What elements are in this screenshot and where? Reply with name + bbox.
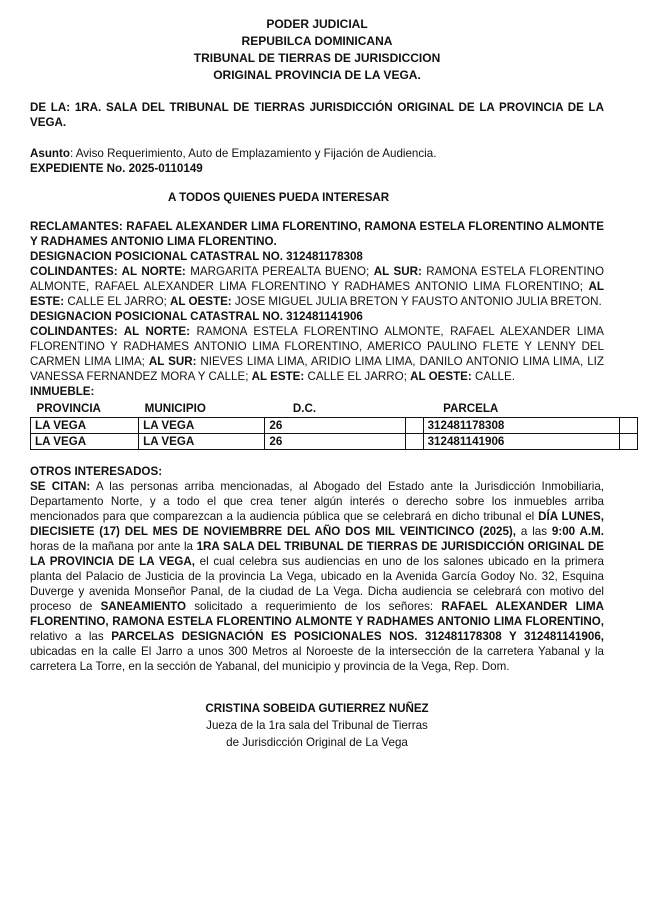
header-line-4: ORIGINAL PROVINCIA DE LA VEGA. bbox=[213, 68, 421, 82]
signer-title-line-1: Jueza de la 1ra sala del Tribunal de Tierras bbox=[206, 719, 428, 732]
se-citan-proceso: SANEAMIENTO bbox=[100, 600, 187, 613]
se-citan-text-7: ubicadas en la calle El Jarro a unos 300 Metros al Noroeste de la intersección de la carretera Yabanal y la carretera La Torre, en la sección de Yabanal, del municipio y provincia de la Vega, Rep. Dom. bbox=[30, 645, 604, 673]
otros-interesados-heading: OTROS INTERESADOS: bbox=[30, 465, 163, 478]
signature-block bbox=[30, 700, 604, 751]
col-header-blank bbox=[405, 401, 423, 418]
colindantes-1-este: CALLE EL JARRO; bbox=[64, 295, 171, 308]
col-header-parcela: PARCELA bbox=[423, 401, 619, 418]
cell-municipio: LA VEGA bbox=[139, 434, 265, 450]
de-la-text: : 1RA. SALA DEL TRIBUNAL DE TIERRAS JURISDICCIÓN ORIGINAL DE LA PROVINCIA DE LA VEGA. bbox=[30, 101, 605, 129]
cell-dc: 26 bbox=[265, 434, 405, 450]
asunto-paragraph bbox=[30, 146, 604, 161]
se-citan-label: SE CITAN: bbox=[30, 480, 91, 493]
se-citan-text-2: a las bbox=[516, 525, 552, 538]
se-citan-text-6: relativo a las bbox=[30, 630, 112, 643]
cell-blank bbox=[405, 418, 423, 434]
document-page bbox=[30, 16, 604, 751]
signer-name: CRISTINA SOBEIDA GUTIERREZ NUÑEZ bbox=[205, 702, 429, 715]
designacion-1: DESIGNACION POSICIONAL CATASTRAL NO. 312481178308 bbox=[30, 250, 363, 263]
signer-title-line-2: de Jurisdicción Original de La Vega bbox=[226, 736, 408, 749]
cell-parcela: 312481178308 bbox=[423, 418, 619, 434]
colindantes-1-sur: RAMONA ESTELA FLORENTINO ALMONTE, RAFAEL ALEXANDER LIMA FLORENTINO Y RADHAMES ANTONIO LIMA FLORENTINO; bbox=[30, 265, 605, 293]
header-line-1: PODER JUDICIAL bbox=[266, 17, 368, 31]
se-citan-senores: RAFAEL ALEXANDER LIMA FLORENTINO, RAMONA ESTELA FLORENTINO ALMONTE Y RADHAMES ANTONIO LIMA FLORENTINO, bbox=[30, 600, 604, 628]
se-citan-time: 9:00 A.M. bbox=[551, 525, 605, 538]
colindantes-1-sur-label: AL SUR: bbox=[373, 265, 422, 278]
cell-provincia: LA VEGA bbox=[31, 434, 139, 450]
de-la-paragraph bbox=[30, 100, 604, 130]
colindantes-2-label: COLINDANTES: AL NORTE: bbox=[30, 325, 190, 338]
expediente-number: EXPEDIENTE No. 2025-0110149 bbox=[30, 162, 203, 175]
cell-parcela: 312481141906 bbox=[423, 434, 619, 450]
colindantes-2-oeste: CALLE. bbox=[471, 370, 515, 383]
colindantes-1-label: COLINDANTES: AL NORTE: bbox=[30, 265, 186, 278]
asunto-text: : Aviso Requerimiento, Auto de Emplazamiento y Fijación de Audiencia. bbox=[69, 147, 437, 160]
colindantes-2-este-label: AL ESTE: bbox=[251, 370, 305, 383]
col-header-dc: D.C. bbox=[265, 401, 405, 418]
colindantes-2-paragraph bbox=[30, 324, 604, 384]
cell-municipio: LA VEGA bbox=[139, 418, 265, 434]
cell-blank-2 bbox=[619, 434, 637, 450]
colindantes-2-sur: NIEVES LIMA LIMA, ARIDIO LIMA LIMA, DANILO ANTONIO LIMA LIMA, LIZ VANESSA FERNANDEZ MORA Y CALLE; bbox=[30, 355, 604, 383]
colindantes-1-norte: MARGARITA PEREALTA BUENO; bbox=[185, 265, 374, 278]
colindantes-1-este-label: AL ESTE: bbox=[30, 280, 604, 308]
cell-blank-2 bbox=[619, 418, 637, 434]
colindantes-1-oeste: JOSE MIGUEL JULIA BRETON Y FAUSTO ANTONIO JULIA BRETON. bbox=[231, 295, 602, 308]
reclamantes-paragraph: RECLAMANTES: RAFAEL ALEXANDER LIMA FLORENTINO, RAMONA ESTELA FLORENTINO ALMONTE Y RADHAMES ANTONIO LIMA FLORENTINO. bbox=[30, 220, 604, 248]
inmueble-label: INMUEBLE: bbox=[30, 385, 95, 398]
se-citan-text-5: solicitado a requerimiento de los señores: bbox=[186, 600, 442, 613]
colindantes-1-paragraph bbox=[30, 264, 604, 309]
table-row bbox=[31, 418, 638, 434]
col-header-blank-2 bbox=[619, 401, 637, 418]
se-citan-date: DÍA LUNES, DIECISIETE (17) DEL MES DE NOVIEMBRRE DEL AÑO DOS MIL VEINTICINCO (2025), bbox=[30, 510, 604, 538]
asunto-label: Asunto bbox=[30, 147, 70, 160]
colindantes-2-norte: RAMONA ESTELA FLORENTINO ALMONTE, RAFAEL ALEXANDER LIMA FLORENTINO Y RADHAMES ANTONIO LIMA FLORENTINO, AMERICO PAULINO FLETE Y LENNY DEL CARMEN LIMA LIMA; bbox=[30, 325, 604, 368]
inmueble-header-row bbox=[31, 401, 638, 418]
designacion-2: DESIGNACION POSICIONAL CATASTRAL NO. 312481141906 bbox=[30, 310, 363, 323]
table-row bbox=[31, 434, 638, 450]
se-citan-text-1: A las personas arriba mencionadas, al Abogado del Estado ante la Jurisdicción Inmobiliaria, Departamento Norte, y a todo el que crea tener algún interés o derecho sobre los inmuebles arriba mencionados para que comparezcan a la audiencia pública que se celebrará en dicho tribunal el bbox=[30, 480, 605, 523]
document-header bbox=[30, 16, 604, 84]
se-citan-text-3: horas de la mañana por ante la bbox=[30, 540, 197, 553]
se-citan-text-4: el cual celebra sus audiencias en uno de los salones ubicado en la primera planta del Palacio de Justicia de la provincia La Vega, ubicado en la Avenida García Godoy No. 32, Esquina Duverge y avenida Monseñor Panal, de la ciudad de La Vega. Dicha audiencia se celebrará con motivo del proceso de bbox=[30, 555, 604, 613]
se-citan-paragraph bbox=[30, 479, 604, 674]
header-line-2: REPUBILCA DOMINICANA bbox=[241, 34, 393, 48]
colindantes-2-sur-label: AL SUR: bbox=[148, 355, 197, 368]
cell-provincia: LA VEGA bbox=[31, 418, 139, 434]
a-todos-heading: A TODOS QUIENES PUEDA INTERESAR bbox=[168, 191, 390, 204]
col-header-municipio: MUNICIPIO bbox=[139, 401, 265, 418]
se-citan-sala: 1RA SALA DEL TRIBUNAL DE TIERRAS DE JURISDICCIÓN ORIGINAL DE LA PROVINCIA DE LA VEGA, bbox=[30, 540, 604, 568]
col-header-provincia: PROVINCIA bbox=[31, 401, 139, 418]
colindantes-1-oeste-label: AL OESTE: bbox=[170, 295, 232, 308]
cell-dc: 26 bbox=[265, 418, 405, 434]
se-citan-parcelas: PARCELAS DESIGNACIÓN ES POSICIONALES NOS. 312481178308 Y 312481141906, bbox=[111, 630, 604, 643]
inmueble-table bbox=[30, 401, 638, 450]
cell-blank bbox=[405, 434, 423, 450]
colindantes-2-oeste-label: AL OESTE: bbox=[410, 370, 472, 383]
header-line-3: TRIBUNAL DE TIERRAS DE JURISDICCION bbox=[193, 51, 441, 65]
de-la-label: DE LA bbox=[30, 101, 67, 114]
colindantes-2-este: CALLE EL JARRO; bbox=[304, 370, 411, 383]
